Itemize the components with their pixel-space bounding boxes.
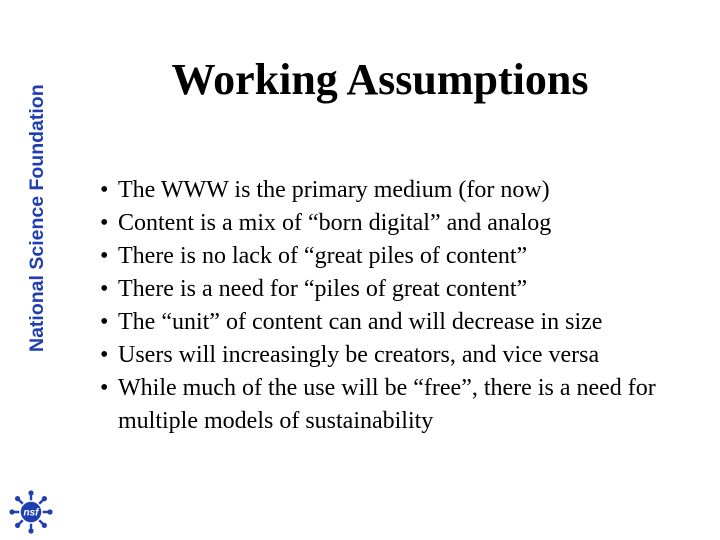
sidebar — [0, 0, 62, 540]
list-item — [100, 240, 700, 273]
bullet-text: While much of the use will be “free”, there is a need for multiple models of sustainability — [118, 375, 656, 434]
list-item — [100, 339, 700, 372]
list-item — [100, 273, 700, 306]
bullet-text: The “unit” of content can and will decrease in size — [118, 309, 603, 335]
bullet-icon: • — [100, 210, 109, 236]
list-item — [100, 207, 700, 240]
bullet-icon: • — [100, 276, 109, 302]
bullet-icon: • — [100, 309, 109, 335]
list-item — [100, 306, 700, 339]
bullet-text: Users will increasingly be creators, and vice versa — [118, 342, 600, 368]
nsf-logo-text: nsf — [23, 507, 39, 519]
bullet-icon: • — [100, 177, 109, 203]
nsf-logo-icon — [9, 490, 53, 534]
bullet-text: There is no lack of “great piles of content” — [118, 243, 528, 269]
bullet-icon: • — [100, 243, 109, 269]
bullet-icon: • — [100, 375, 109, 401]
slide-title: Working Assumptions — [171, 55, 589, 104]
list-item — [100, 174, 700, 207]
bullet-list — [100, 174, 700, 438]
bullet-icon: • — [100, 342, 109, 368]
bullet-text: There is a need for “piles of great content” — [118, 276, 528, 302]
bullet-text: The WWW is the primary medium (for now) — [118, 177, 550, 203]
list-item — [100, 372, 700, 438]
org-name-vertical: National Science Foundation — [26, 84, 48, 352]
bullet-text: Content is a mix of “born digital” and analog — [118, 210, 552, 236]
